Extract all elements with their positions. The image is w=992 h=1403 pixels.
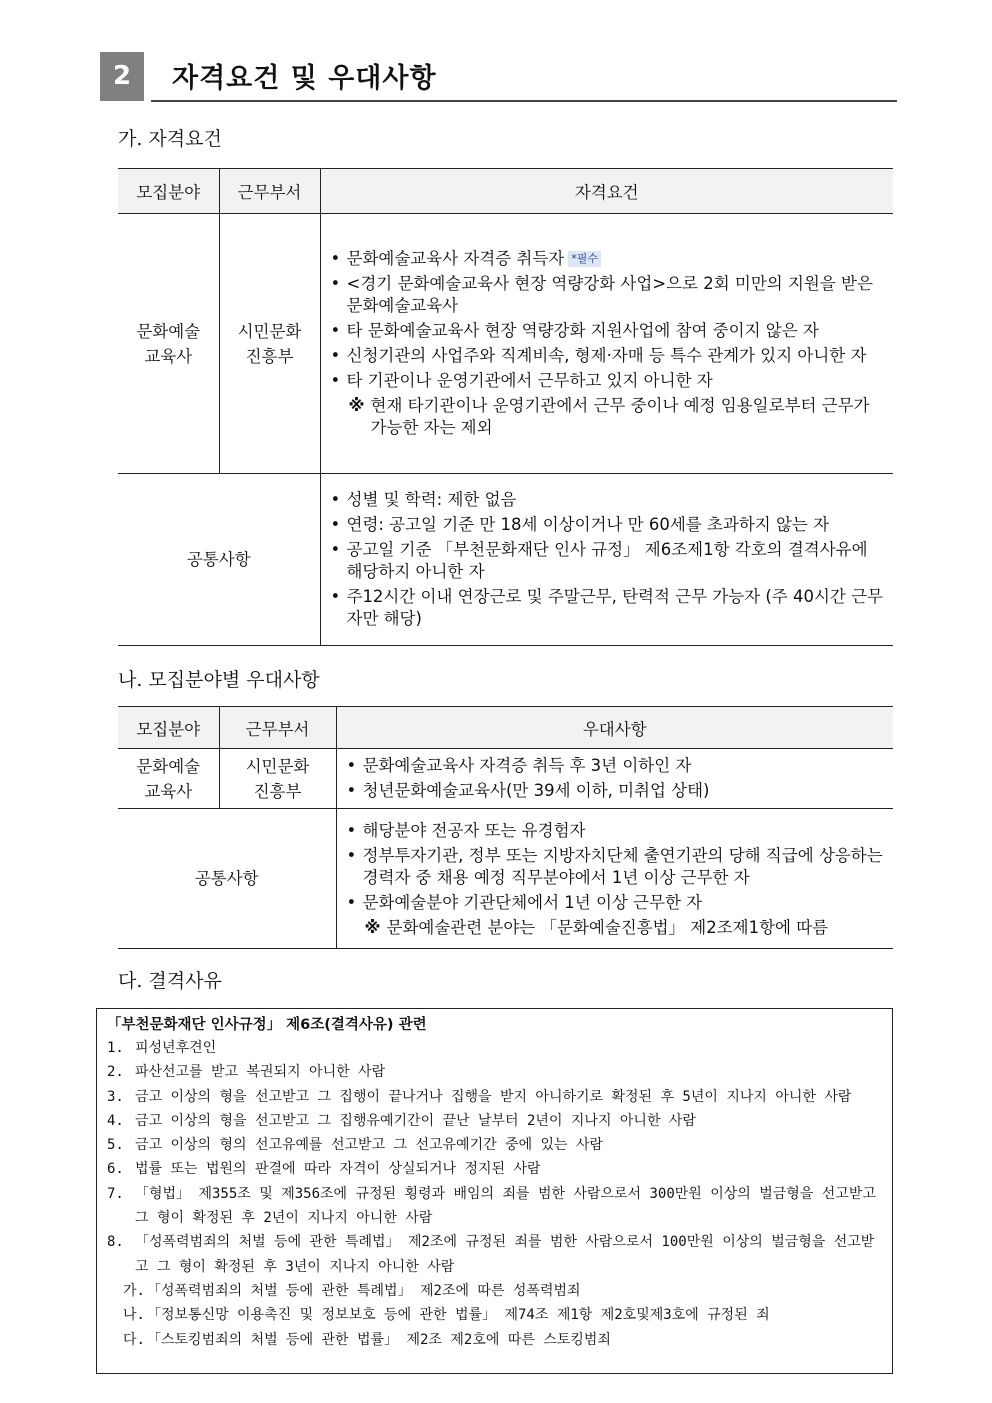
section-header [100, 52, 897, 102]
table-row [118, 749, 893, 809]
common-label: 공통사항 [118, 809, 336, 949]
header-preferences: 우대사항 [336, 707, 893, 749]
section-underline [151, 100, 897, 102]
header-dept: 근무부서 [219, 707, 336, 749]
list-item: 2. 파산선고를 받고 복권되지 아니한 사람 [107, 1064, 386, 1081]
header-field: 모집분야 [118, 707, 219, 749]
sub-list-item: 다. 「스토킹범죄의 처벌 등에 관한 법률」 제2조 제2호에 따른 스토킹범죄 [123, 1331, 611, 1348]
disqualification-list [97, 1036, 892, 1352]
list-item: • <경기 문화예술교육사 현장 역량강화 사업>으로 2회 미만의 지원을 받은 문화예술교육사 [329, 273, 888, 317]
section-title: 자격요건 및 우대사항 [172, 63, 437, 94]
note-item: ※ 현재 타기관이나 운영기관에서 근무 중이나 예정 임용일로부터 근무가 가능한 자는 제외 [329, 395, 888, 439]
list-item: 5. 금고 이상의 형의 선고유예를 선고받고 그 선고유예기간 중에 있는 사람 [107, 1137, 604, 1154]
field-cell: 문화예술 교육사 [118, 749, 219, 809]
preferences-cell [336, 749, 893, 809]
list-item: • 문화예술교육사 자격증 취득자 *필수 [329, 248, 888, 270]
header-field: 모집분야 [118, 169, 219, 214]
list-item: • 성별 및 학력: 제한 없음 [329, 489, 888, 511]
section-number: 2 [100, 52, 144, 101]
common-cell [320, 474, 893, 646]
qualification-heading: 가. 자격요건 [118, 128, 222, 150]
preference-table [118, 706, 893, 949]
list-item: • 해당분야 전공자 또는 유경험자 [345, 820, 888, 842]
table-header-row [118, 169, 893, 214]
list-item: 8. 「성폭력범죄의 처벌 등에 관한 특례법」 제2조에 규정된 죄를 범한 사람으로서 100만원 이상의 벌금형을 선고받고 그 형이 확정된 후 3년이 지나지 아니한 사람 [107, 1234, 875, 1275]
table-row [118, 809, 893, 949]
list-item: • 연령: 공고일 기준 만 18세 이상이거나 만 60세를 초과하지 않는 자 [329, 514, 888, 536]
list-item: 4. 금고 이상의 형을 선고받고 그 집행유예기간이 끝난 날부터 2년이 지나지 아니한 사람 [107, 1112, 696, 1129]
list-item: • 주12시간 이내 연장근로 및 주말근무, 탄력적 근무 가능자 (주 40시간 근무자만 해당) [329, 586, 888, 630]
box-title: 「부천문화재단 인사규정」 제6조(결격사유) 관련 [107, 1017, 427, 1033]
list-item: • 정부투자기관, 정부 또는 지방자치단체 출연기관의 당해 직급에 상응하는 경력자 중 채용 예정 직무분야에서 1년 이상 근무한 자 [345, 845, 888, 889]
dept-cell: 시민문화 진흥부 [219, 214, 320, 474]
qualification-table [118, 168, 893, 646]
field-cell: 문화예술 교육사 [118, 214, 219, 474]
disqualification-box [96, 1008, 893, 1374]
list-item: • 타 기관이나 운영기관에서 근무하고 있지 아니한 자 [329, 370, 888, 392]
common-label: 공통사항 [118, 474, 320, 646]
required-badge: *필수 [568, 251, 601, 267]
list-item: • 문화예술분야 기관단체에서 1년 이상 근무한 자 [345, 892, 888, 914]
disqualification-heading: 다. 결격사유 [118, 970, 222, 992]
sub-list-item: 나. 「정보통신망 이용촉진 및 정보보호 등에 관한 법률」 제74조 제1항 제2호및제3호에 규정된 죄 [123, 1307, 770, 1324]
header-dept: 근무부서 [219, 169, 320, 214]
preference-heading: 나. 모집분야별 우대사항 [118, 669, 320, 691]
list-item: • 청년문화예술교육사(만 39세 이하, 미취업 상태) [345, 780, 888, 802]
common-cell [336, 809, 893, 949]
list-item: 3. 금고 이상의 형을 선고받고 그 집행이 끝나거나 집행을 받지 아니하기로 확정된 후 5년이 지나지 아니한 사람 [107, 1088, 852, 1105]
list-item: • 신청기관의 사업주와 직계비속, 형제·자매 등 특수 관계가 있지 아니한 자 [329, 345, 888, 367]
list-item: 6. 법률 또는 법원의 판결에 따라 자격이 상실되거나 정지된 사람 [107, 1161, 541, 1178]
list-item: • 공고일 기준 「부천문화재단 인사 규정」 제6조제1항 각호의 결격사유에 해당하지 아니한 자 [329, 539, 888, 583]
table-header-row [118, 707, 893, 749]
table-row [118, 474, 893, 646]
header-requirements: 자격요건 [320, 169, 893, 214]
table-row [118, 214, 893, 474]
list-item: 1. 피성년후견인 [107, 1040, 217, 1056]
note-item: ※ 문화예술관련 분야는 「문화예술진흥법」 제2조제1항에 따름 [345, 917, 888, 939]
list-item: • 타 문화예술교육사 현장 역량강화 지원사업에 참여 중이지 않은 자 [329, 320, 888, 342]
dept-cell: 시민문화 진흥부 [219, 749, 336, 809]
list-item: • 문화예술교육사 자격증 취득 후 3년 이하인 자 [345, 755, 888, 777]
requirements-cell [320, 214, 893, 474]
sub-list-item: 가. 「성폭력범죄의 처벌 등에 관한 특례법」 제2조에 따른 성폭력범죄 [123, 1282, 581, 1299]
list-item: 7. 「형법」 제355조 및 제356조에 규정된 횡령과 배임의 죄를 범한 사람으로서 300만원 이상의 벌금형을 선고받고 그 형이 확정된 후 2년이 지나지 아니한 사람 [107, 1185, 876, 1227]
